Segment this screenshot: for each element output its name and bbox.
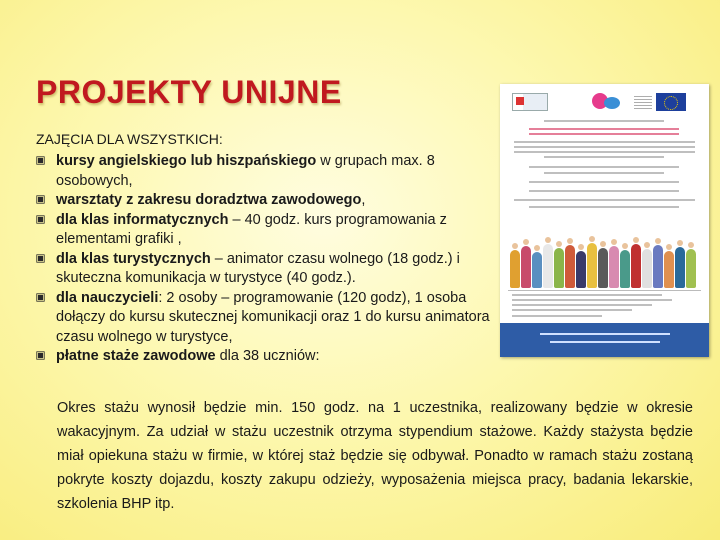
list-item: [36, 250, 498, 289]
item-bold: warsztaty z zakresu doradztwa zawodowego: [56, 192, 362, 208]
square-bullet-icon: [38, 216, 43, 221]
square-bullet-icon: [38, 294, 43, 299]
school-logo-icon: [588, 91, 626, 113]
list-item: [36, 211, 498, 250]
item-bold: płatne staże zawodowe: [56, 348, 216, 364]
slide-title: PROJEKTY UNIJNE: [36, 74, 342, 110]
poster-logos: [506, 89, 703, 115]
intro-heading: ZAJĘCIA DLA WSZYSTKICH:: [36, 131, 223, 147]
item-bold: dla klas turystycznych: [56, 250, 211, 267]
square-bullet-icon: [38, 197, 43, 202]
item-text: – 40 godz. kurs programowania z elementami grafiki ,: [56, 211, 447, 247]
item-text: w grupach max. 8 osobowych,: [56, 153, 435, 189]
list-item: [36, 289, 498, 348]
item-text: ,: [361, 192, 366, 208]
item-bold: kursy angielskiego lub hiszpańskiego: [56, 153, 317, 169]
list-item: [36, 152, 498, 191]
internship-paragraph: Okres stażu wynosił będzie min. 150 godz. na 1 uczestnika, realizowany będzie w okresie wakacyjnym. Za udział w stażu uczestnik otrzyma stypendium stażowe. Każdy stażysta będzie miał opiekuna stażu w firmie, w której staż będzie się odbywał. Ponadto w ramach stażu zostaną pokryte koszty dojazdu, koszty zakupu odzieży, wyposażenia miejsca pracy, badania lekarskie, szkolenia BHP itp.: [57, 400, 693, 512]
poster-footer: [500, 323, 709, 357]
item-text: : 2 osoby – programowanie (120 godz), 1 osoba dołączy do kursu skutecznej komunikacji oraz 1 do kursu animatora czasu wolnego w turystyce,: [56, 289, 490, 345]
list-item: [36, 347, 498, 367]
item-bold: dla nauczycieli: [56, 289, 159, 306]
item-text: – animator czasu wolnego (18 godz.) i skuteczna komunikacja w turystyce (40 godz.).: [56, 250, 460, 286]
text-block-icon: [634, 95, 652, 109]
list-item: [36, 191, 498, 211]
item-bold: dla klas informatycznych: [56, 211, 229, 228]
bullet-list: [36, 152, 498, 367]
square-bullet-icon: [38, 255, 43, 260]
project-poster-image: [500, 84, 709, 357]
item-text: dla 38 uczniów:: [215, 348, 320, 364]
square-bullet-icon: [38, 353, 43, 358]
people-photo-icon: [508, 236, 701, 288]
square-bullet-icon: [38, 158, 43, 163]
eu-flag-icon: [656, 93, 686, 111]
kapital-ludzki-logo-icon: [512, 93, 548, 111]
